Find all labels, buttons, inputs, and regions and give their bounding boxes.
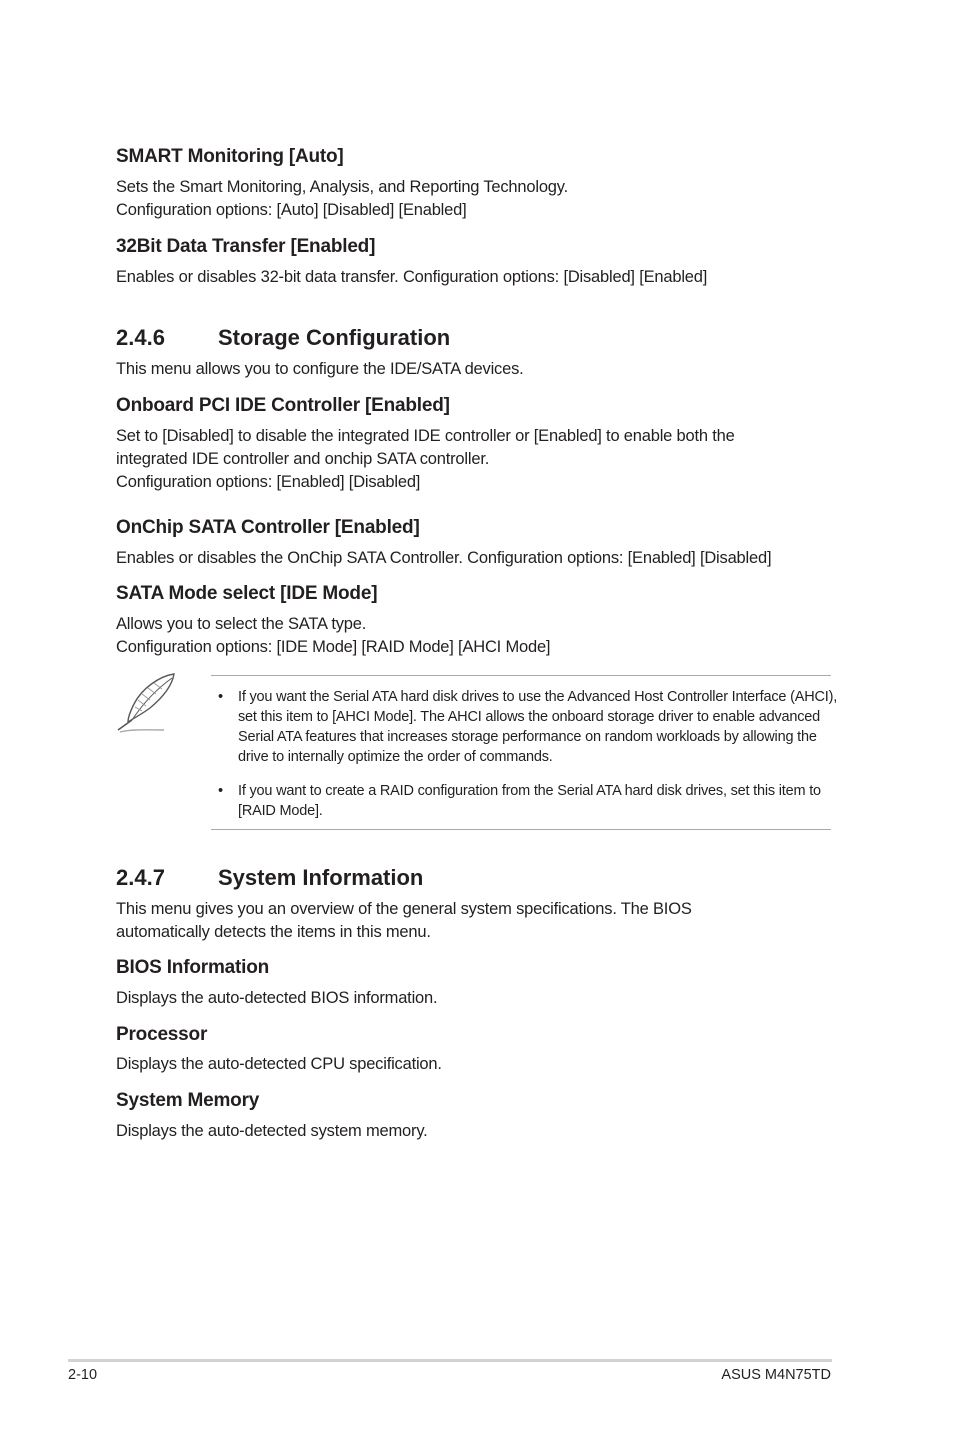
section-number: 2.4.7 — [116, 865, 165, 890]
note-item-1 — [218, 687, 838, 767]
smart-line-1: Sets the Smart Monitoring, Analysis, and Reporting Technology. — [116, 178, 568, 196]
smart-monitoring-description — [116, 176, 568, 222]
32bit-transfer-description: Enables or disables 32-bit data transfer. Configuration options: [Disabled] [Enabled] — [116, 268, 708, 286]
sata-mode-description — [116, 613, 550, 659]
onboard-ide-line-2: integrated IDE controller and onchip SATA controller. — [116, 450, 490, 468]
page-number: 2-10 — [68, 1367, 98, 1383]
bullet-icon: • — [218, 689, 223, 705]
32bit-transfer-heading: 32Bit Data Transfer [Enabled] — [116, 236, 376, 257]
sysinfo-intro-line-2: automatically detects the items in this menu. — [116, 923, 431, 941]
bios-information-heading: BIOS Information — [116, 957, 270, 978]
smart-line-2: Configuration options: [Auto] [Disabled] [Enabled] — [116, 201, 467, 219]
note-item-2 — [218, 781, 838, 821]
bios-information-description: Displays the auto-detected BIOS information. — [116, 989, 438, 1007]
note-top-divider — [211, 675, 831, 676]
storage-intro: This menu allows you to configure the IDE/SATA devices. — [116, 360, 524, 378]
processor-heading: Processor — [116, 1024, 208, 1045]
sata-mode-line-1: Allows you to select the SATA type. — [116, 615, 367, 633]
onchip-sata-heading: OnChip SATA Controller [Enabled] — [116, 517, 420, 538]
footer-divider — [68, 1359, 832, 1362]
onboard-ide-line-3: Configuration options: [Enabled] [Disabled] — [116, 473, 421, 491]
onboard-ide-description — [116, 425, 735, 494]
section-title: Storage Configuration — [218, 325, 451, 350]
section-number: 2.4.6 — [116, 325, 165, 350]
bullet-icon: • — [218, 783, 223, 799]
note-item-1-text: If you want the Serial ATA hard disk drives to use the Advanced Host Controller Interface (AHCI), set this item to [AHCI Mode]. The AHCI allows the onboard storage driver to enable advanced Serial ATA features that increases storage performance on random workloads by allowing the drive to internally optimize the order of commands. — [238, 689, 838, 765]
onchip-sata-description: Enables or disables the OnChip SATA Controller. Configuration options: [Enabled] [Disabled] — [116, 549, 772, 567]
onboard-ide-heading: Onboard PCI IDE Controller [Enabled] — [116, 395, 450, 416]
sysinfo-intro — [116, 898, 692, 944]
note-bottom-divider — [211, 829, 831, 830]
smart-monitoring-heading: SMART Monitoring [Auto] — [116, 146, 344, 167]
processor-description: Displays the auto-detected CPU specification. — [116, 1055, 442, 1073]
onboard-ide-line-1: Set to [Disabled] to disable the integrated IDE controller or [Enabled] to enable both the — [116, 427, 735, 445]
section-title: System Information — [218, 865, 424, 890]
sysinfo-intro-line-1: This menu gives you an overview of the general system specifications. The BIOS — [116, 900, 692, 918]
system-memory-heading: System Memory — [116, 1090, 260, 1111]
system-information-title — [116, 865, 423, 891]
product-name: ASUS M4N75TD — [721, 1367, 831, 1383]
system-memory-description: Displays the auto-detected system memory. — [116, 1122, 428, 1140]
note-item-2-text: If you want to create a RAID configuration from the Serial ATA hard disk drives, set this item to [RAID Mode]. — [238, 783, 821, 819]
sata-mode-heading: SATA Mode select [IDE Mode] — [116, 583, 378, 604]
sata-mode-line-2: Configuration options: [IDE Mode] [RAID Mode] [AHCI Mode] — [116, 638, 551, 656]
storage-configuration-title — [116, 325, 450, 351]
feather-quill-icon — [112, 670, 182, 736]
